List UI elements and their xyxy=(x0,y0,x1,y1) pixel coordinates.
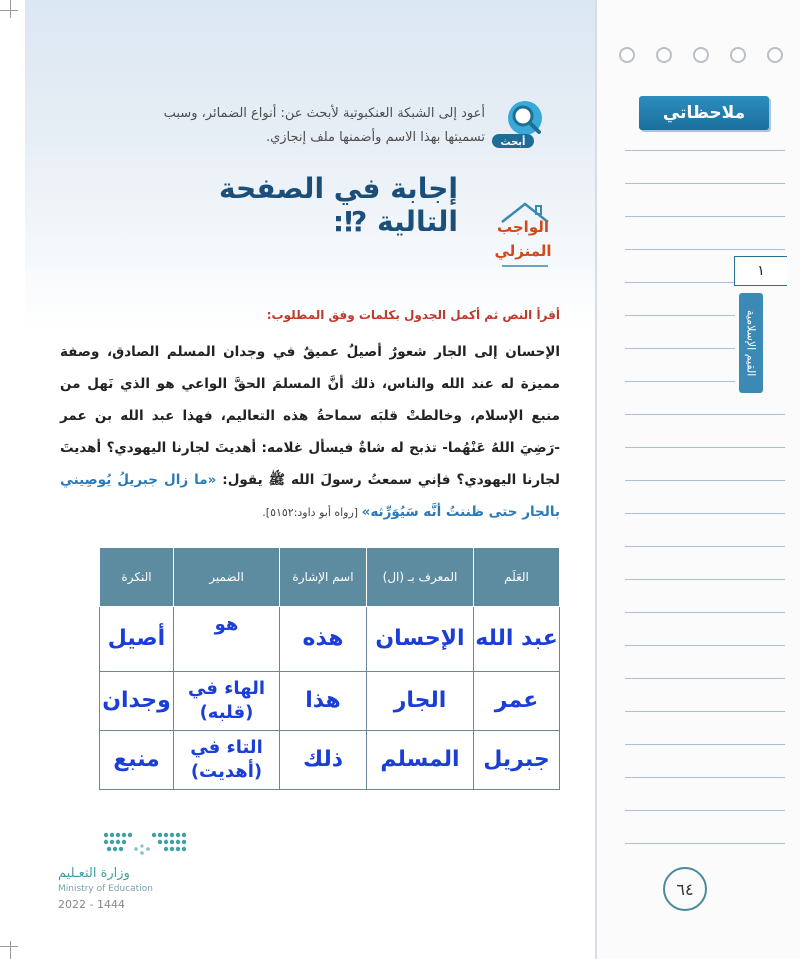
homework-label xyxy=(490,215,556,263)
hadith-reference: [رواه أبو داود:٥١٥٢]. xyxy=(262,506,362,519)
edition-year: 2022 - 1444 xyxy=(58,898,125,911)
table-cell[interactable]: عبد الله xyxy=(474,607,560,672)
subject-tab: القيم الإسلامية xyxy=(739,293,763,393)
search-activity-text xyxy=(100,102,485,150)
search-text-line2: تسميتها بهذا الاسم وأضمنها ملف إنجازي. xyxy=(265,130,485,145)
table-cell[interactable]: هو xyxy=(174,607,280,672)
crop-mark xyxy=(10,0,11,18)
table-header: المعرف بـ (ال) xyxy=(367,548,474,607)
ruled-line xyxy=(625,447,785,448)
table-cell[interactable]: الجار xyxy=(367,672,474,731)
instruction-text: أقرأ النص ثم أكمل الجدول بكلمات وفق المطلوب: xyxy=(266,308,560,322)
table-header: اسم الإشارة xyxy=(280,548,367,607)
crop-mark xyxy=(0,10,18,11)
table-row xyxy=(100,731,560,790)
table-cell[interactable]: هذه xyxy=(280,607,367,672)
ruled-line xyxy=(625,645,785,646)
page-number: ٦٤ xyxy=(663,867,707,911)
hadith-quote: «ما زال جبريلُ يُوصِيني بالجار حتى ظننتُ أنَّه سَيُوَرِّثه» xyxy=(60,472,560,520)
table-cell[interactable]: وجدان xyxy=(100,672,174,731)
ruled-line xyxy=(625,315,735,316)
table-cell[interactable]: المسلم xyxy=(367,731,474,790)
answer-table xyxy=(99,547,560,790)
binder-ring xyxy=(730,47,746,63)
ruled-line xyxy=(625,843,785,844)
ruled-line xyxy=(625,249,785,250)
crop-mark xyxy=(10,941,11,959)
ruled-line xyxy=(625,546,785,547)
crop-mark xyxy=(0,946,18,947)
unit-number: ١ xyxy=(734,256,787,286)
search-icon xyxy=(490,98,552,150)
notes-title: ملاحظاتي xyxy=(639,96,769,130)
table-cell[interactable]: ذلك xyxy=(280,731,367,790)
table-row xyxy=(100,607,560,672)
ruled-line xyxy=(625,183,785,184)
table-cell[interactable]: عمر xyxy=(474,672,560,731)
ruled-line xyxy=(625,810,785,811)
binder-ring xyxy=(619,47,635,63)
table-header: العَلَم xyxy=(474,548,560,607)
ruled-line xyxy=(625,216,785,217)
passage-body: الإحسان إلى الجار شعورٌ أصيلٌ عميقٌ في وجدان المسلم الصادق، وصفة مميزة له عند الله والناس، ذلك أنَّ المسلمَ الحقَّ الواعي هو الذي نَهل من منبع الإسلام، وخالطتْ قلبَه سماحةُ هذه التعاليم، فهذا عبد الله بن عمر -رَضِيَ اللهُ عَنْهُما- تذبح له شاةٌ فيسأل غلامه: أهديتَ لجارنا اليهودي؟ أهديتَ لجارنا اليهودي؟ فإني سمعتُ رسولَ الله ﷺ يقول: xyxy=(60,344,560,488)
ministry-name-en: Ministry of Education xyxy=(58,884,153,894)
table-cell[interactable]: التاء في (أهديت) xyxy=(174,731,280,790)
table-cell[interactable]: أصيل xyxy=(100,607,174,672)
binder-ring xyxy=(656,47,672,63)
ruled-line xyxy=(625,150,785,151)
table-cell[interactable]: منبع xyxy=(100,731,174,790)
ruled-line xyxy=(625,579,785,580)
ruled-line xyxy=(625,414,785,415)
table-cell[interactable]: الهاء في (قلبه) xyxy=(174,672,280,731)
notes-panel xyxy=(595,0,800,959)
ruled-line xyxy=(625,348,735,349)
ministry-logo xyxy=(100,829,190,861)
ruled-line xyxy=(625,612,785,613)
ruled-line xyxy=(625,678,785,679)
table-cell[interactable]: جبريل xyxy=(474,731,560,790)
ruled-line xyxy=(625,513,785,514)
table-cell[interactable]: الإحسان xyxy=(367,607,474,672)
binder-ring xyxy=(693,47,709,63)
ruled-line xyxy=(625,381,735,382)
ministry-name-ar: وزارة التعـليم xyxy=(58,866,130,881)
search-text-line1: أعود إلى الشبكة العنكبوتية لأبحث عن: أنواع الضمائر، وسبب xyxy=(163,106,485,121)
table-cell[interactable]: هذا xyxy=(280,672,367,731)
table-header: الضمير xyxy=(174,548,280,607)
binder-ring xyxy=(767,47,783,63)
ruled-line xyxy=(625,777,785,778)
table-header: النكرة xyxy=(100,548,174,607)
homework-line2: المنزلي xyxy=(494,242,552,260)
table-row xyxy=(100,672,560,731)
homework-line1: الواجب xyxy=(496,218,549,236)
answer-title: إجابة في الصفحة التالية ⁉: xyxy=(219,172,458,238)
ruled-line xyxy=(625,282,735,283)
passage-paragraph xyxy=(60,336,560,529)
ruled-line xyxy=(625,711,785,712)
search-badge-label: أبحث xyxy=(500,137,526,148)
ruled-line xyxy=(625,744,785,745)
table-header-row xyxy=(100,548,560,607)
ruled-line xyxy=(625,480,785,481)
